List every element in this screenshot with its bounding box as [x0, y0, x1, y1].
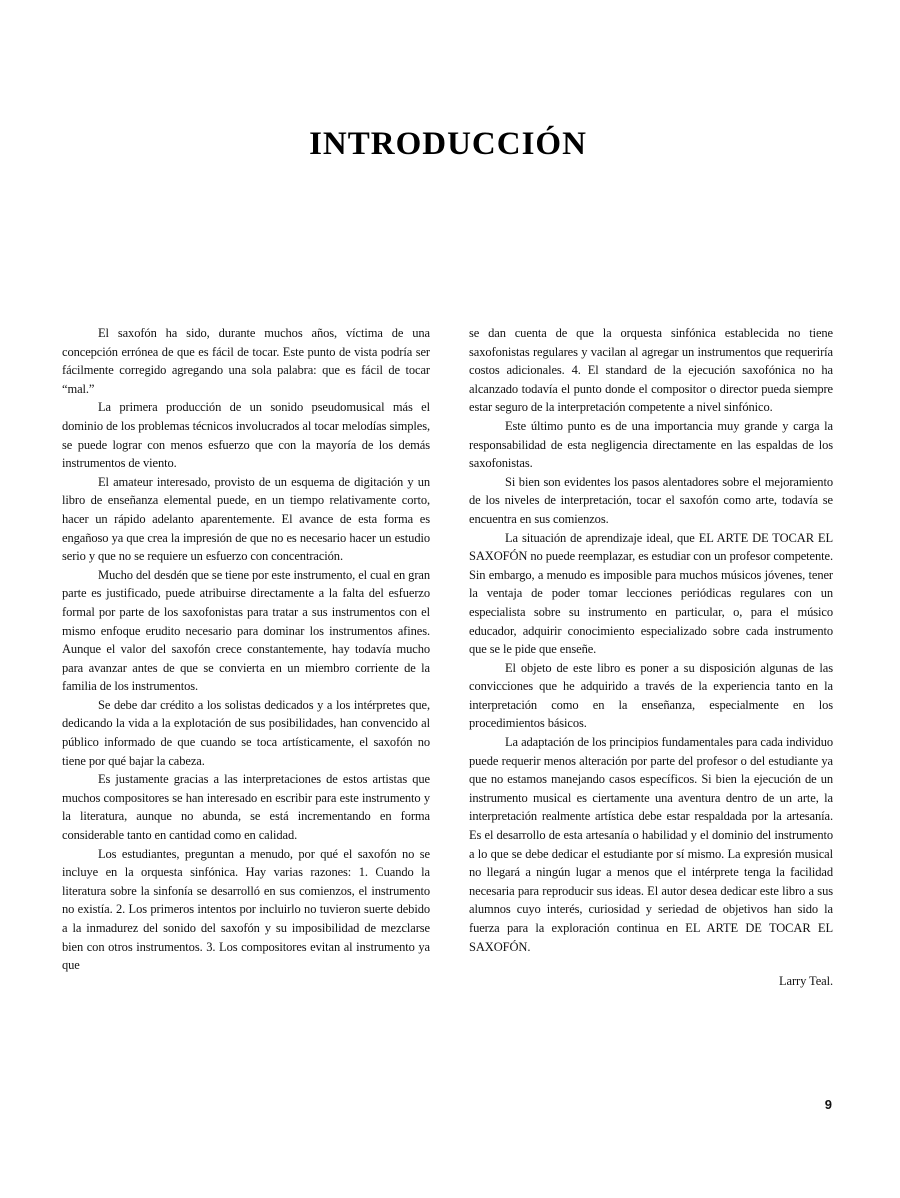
- paragraph: El objeto de este libro es poner a su disposición algunas de las convicciones que he adquirido a través de la experiencia tanto en la interpretación como en la enseñanza, especialmente en los procedimientos básicos.: [469, 660, 833, 731]
- paragraph: El saxofón ha sido, durante muchos años, víctima de una concepción errónea de que es fácil de tocar. Este punto de vista podría ser fácilmente corregido agregando una sola palabra: que es fácil de tocar “mal.”: [62, 326, 430, 396]
- paragraph: El amateur interesado, provisto de un esquema de digitación y un libro de enseñanza elemental puede, en un tiempo relativamente corto, hacer un rápido adelanto aparentemente. El avance de esta forma es engañoso ya que crea la impresión de que no es necesario hacer un estudio serio y que no se requiere un esfuerzo con concentración.: [62, 474, 430, 564]
- author-signature: Larry Teal.: [778, 974, 833, 989]
- paragraph: La situación de aprendizaje ideal, que EL ARTE DE TOCAR EL SAXOFÓN no puede reemplazar, es estudiar con un profesor competente. Sin embargo, a menudo es imposible para muchos músicos jóvenes, tener la ventaja de poder tomar lecciones periódicas regulares con un especialista sobre su instrumento en particular, o, para el músico educador, adquirir conocimiento especializado sobre cada instrumento que se le pide que enseñe.: [469, 530, 833, 657]
- left-column: [62, 324, 430, 975]
- paragraph-continued: se dan cuenta de que la orquesta sinfónica establecida no tiene saxofonistas regulares y vacilan al agregar un instrumentos que requeriría costos adicionales. 4. El standard de la ejecución saxofónica no ha alcanzado todavía el punto donde el compositor o director pueda siempre estar seguro de la interpretación competente a nivel sinfónico.: [469, 326, 833, 415]
- page-number: 9: [824, 1097, 832, 1112]
- page-title: INTRODUCCIÓN: [309, 126, 587, 162]
- paragraph: Este último punto es de una importancia muy grande y carga la responsabilidad de esta negligencia directamente en las espaldas de los saxofonistas.: [469, 418, 833, 471]
- paragraph: Mucho del desdén que se tiene por este instrumento, el cual en gran parte es justificado, puede atribuirse directamente a la falta del esfuerzo formal por parte de los saxofonistas para tratar a sus instrumentos con el mismo enfoque erudito necesario para dominar los instrumentos afines. Aunque el valor del saxofón crece constantemente, hay todavía mucho para avanzar antes de que se convierta en un miembro corriente de la familia de los instrumentos.: [62, 567, 430, 694]
- paragraph: Es justamente gracias a las interpretaciones de estos artistas que muchos compositores se han interesado en escribir para este instrumento y la literatura, aunque no abunda, se está incrementando en forma considerable tanto en cantidad como en calidad.: [62, 772, 430, 843]
- right-column: [469, 324, 833, 991]
- paragraph: La primera producción de un sonido pseudomusical más el dominio de los problemas técnicos involucrados al tocar melodías simples, se puede lograr con menos esfuerzo que con la mayoría de los demás instrumentos de viento.: [62, 400, 430, 471]
- paragraph: La adaptación de los principios fundamentales para cada individuo puede requerir menos alteración por parte del profesor o del estudiante ya que no estamos manejando casos específicos. Si bien la ejecución de un instrumento musical es ciertamente una aventura dentro de un arte, la interpretación realmente artística debe estar respaldada por la artesanía. Es el desarrollo de esta artesanía o habilidad y el dominio del instrumento a lo que se debe dedicar el estudiante por sí mismo. La expresión musical no llegará a ningún lugar a menos que el intérprete tenga la facilidad necesaria para reproducir sus ideas. El autor desea dedicar este libro a sus alumnos cuyo interés, curiosidad y seriedad de objetivos han sido la fuerza para la exploración continua en EL ARTE DE TOCAR EL SAXOFÓN.: [469, 735, 833, 954]
- paragraph: Si bien son evidentes los pasos alentadores sobre el mejoramiento de los niveles de interpretación, tocar el saxofón como arte, todavía se encuentra en sus comienzos.: [469, 474, 833, 526]
- paragraph: Los estudiantes, preguntan a menudo, por qué el saxofón no se incluye en la orquesta sinfónica. Hay varias razones: 1. Cuando la literatura sobre la sinfonía se desarrolló en sus comienzos, el instrumento no existía. 2. Los primeros intentos por incluirlo no tuvieron suerte debido a la inmadurez del sonido del saxofón y su imposibilidad de mezclarse bien con otros instrumentos. 3. Los compositores evitan al instrumento ya que: [62, 846, 430, 973]
- paragraph: Se debe dar crédito a los solistas dedicados y a los intérpretes que, dedicando la vida a la explotación de sus posibilidades, han convencido al público informado de que cuando se toca artísticamente, el saxofón no tiene por qué bajar la cabeza.: [62, 697, 430, 768]
